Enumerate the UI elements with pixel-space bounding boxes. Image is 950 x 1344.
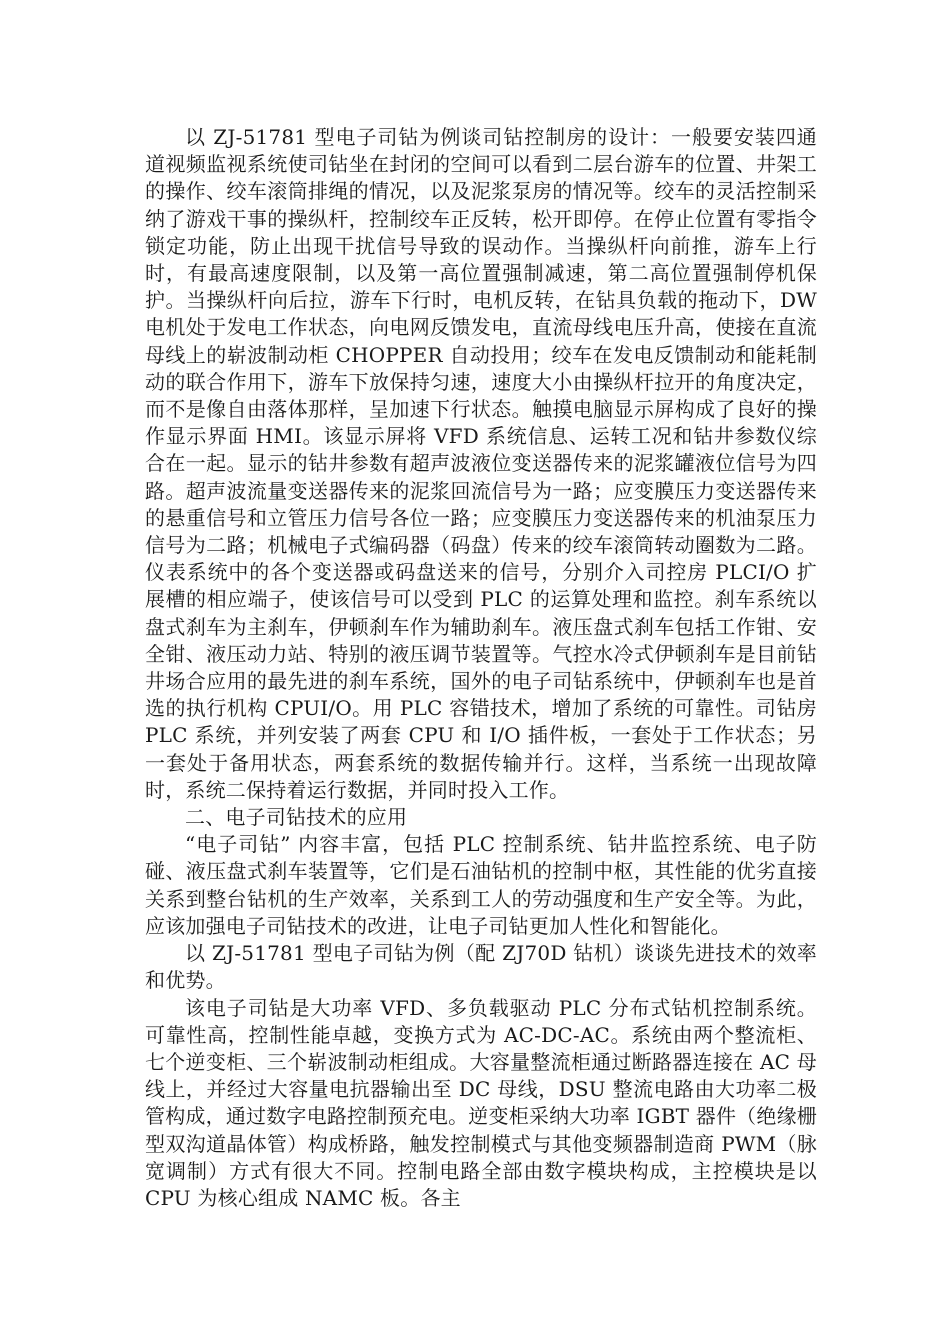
paragraph-electronic-driller-overview: “电子司钻” 内容丰富，包括 PLC 控制系统、钻井监控系统、电子防碰、液压盘式刹车装置等，它们是石油钻机的控制中枢，其性能的优劣直接关系到整台钻机的生产效率，关系到工人的劳动强度和生产安全等。为此，应该加强电子司钻技术的改进，让电子司钻更加人性化和智能化。	[145, 832, 817, 938]
paragraph-control-room-design: 以 ZJ-51781 型电子司钻为例谈司钻控制房的设计：一般要安装四通道视频监视系统使司钻坐在封闭的空间可以看到二层台游车的位置、井架工的操作、绞车滚筒排绳的情况，以及泥浆泵房的情况等。绞车的灵活控制采纳了游戏干事的操纵杆，控制绞车正反转，松开即停。在停止位置有零指令锁定功能，防止出现干扰信号导致的误动作。当操纵杆向前推，游车上行时，有最高速度限制，以及第一高位置强制减速，第二高位置强制停机保护。当操纵杆向后拉，游车下行时，电机反转，在钻具负载的拖动下，DW 电机处于发电工作状态，向电网反馈发电，直流母线电压升高，使接在直流母线上的崭波制动柜 CHOPPER 自动投用；绞车在发电反馈制动和能耗制动的联合作用下，游车下放保持匀速，速度大小由操纵杆拉开的角度决定，而不是像自由落体那样，呈加速下行状态。触摸电脑显示屏构成了良好的操作显示界面 HMI。该显示屏将 VFD 系统信息、运转工况和钻井参数仪综合在一起。显示的钻井参数有超声波液位变送器传来的泥浆罐液位信号为四路。超声波流量变送器传来的泥浆回流信号为一路；应变膜压力变送器传来的悬重信号和立管压力信号各位一路；应变膜压力变送器传来的机油泵压力信号为二路；机械电子式编码器（码盘）传来的绞车滚筒转动圈数为二路。仪表系统中的各个变送器或码盘送来的信号，分别介入司控房 PLCI/O 扩展槽的相应端子，使该信号可以受到 PLC 的运算处理和监控。刹车系统以盘式刹车为主刹车，伊顿刹车作为辅助刹车。液压盘式刹车包括工作钳、安全钳、液压动力站、特别的液压调节装置等。气控水冷式伊顿刹车是目前钻井场合应用的最先进的刹车系统，国外的电子司钻系统中，伊顿刹车也是首选的执行机构 CPUI/O。用 PLC 容错技术，增加了系统的可靠性。司钻房 PLC 系统，并列安装了两套 CPU 和 I/O 插件板，一套处于工作状态；另一套处于备用状态，两套系统的数据传输并行。这样，当系统一出现故障时，系统二保持着运行数据，并同时投入工作。	[145, 125, 817, 802]
paragraph-vfd-system: 该电子司钻是大功率 VFD、多负载驱动 PLC 分布式钻机控制系统。可靠性高，控制性能卓越，变换方式为 AC-DC-AC。系统由两个整流柜、七个逆变柜、三个崭波制动柜组成。大容量整流柜通过断路器连接在 AC 母线上，并经过大容量电抗器输出至 DC 母线，DSU 整流电路由大功率二极管构成，通过数字电路控制预充电。逆变柜采纳大功率 IGBT 器件（绝缘栅型双沟道晶体管）构成桥路，触发控制模式与其他变频器制造商 PWM（脉宽调制）方式有很大不同。控制电路全部由数字模块构成，主控模块是以 CPU 为核心组成 NAMC 板。各主	[145, 995, 817, 1210]
document-body	[145, 124, 817, 1212]
paragraph-example-intro: 以 ZJ-51781 型电子司钻为例（配 ZJ70D 钻机）谈谈先进技术的效率和优势。	[145, 941, 817, 993]
section-heading-application: 二、电子司钻技术的应用	[185, 805, 408, 830]
